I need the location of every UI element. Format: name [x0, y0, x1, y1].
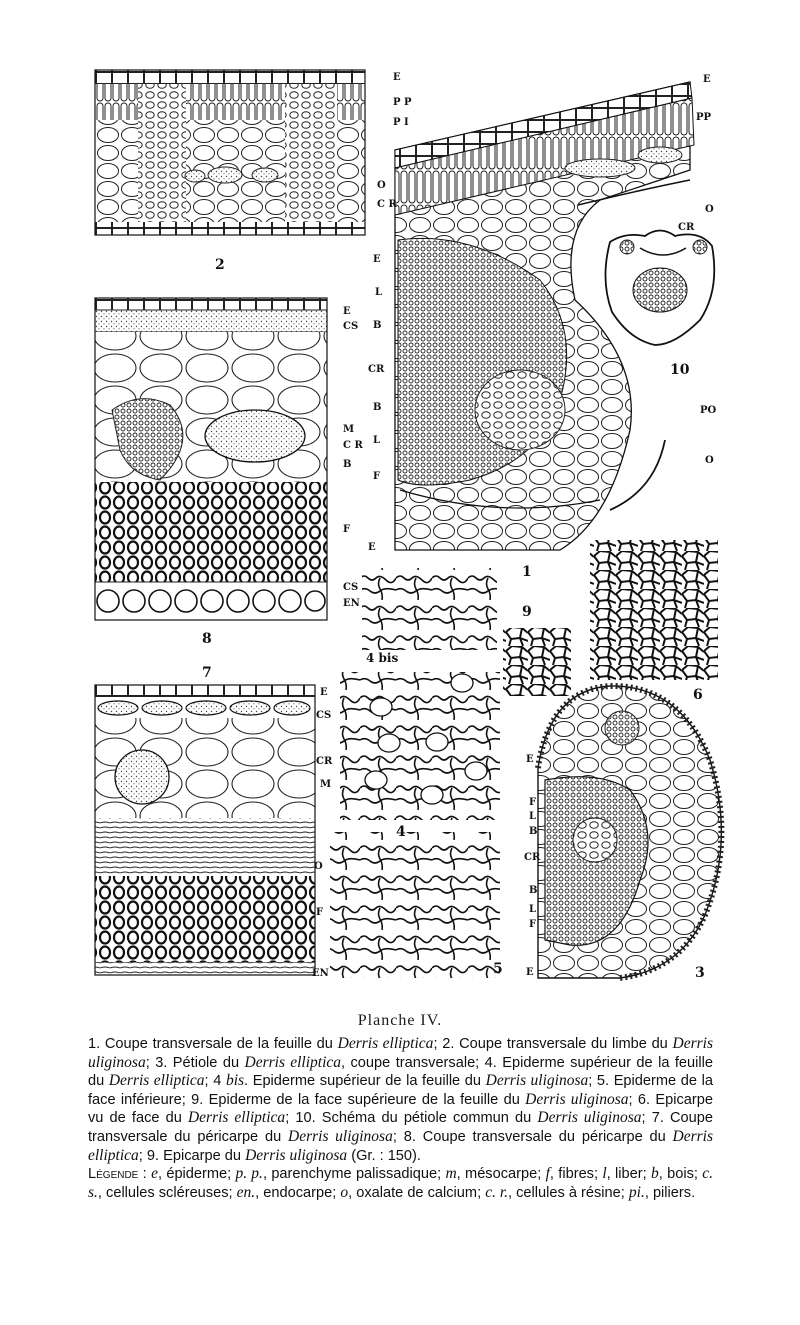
fig1-label-e: E — [373, 254, 381, 265]
figure-2-drawing — [95, 70, 365, 235]
fig3-label-e: E — [526, 754, 534, 765]
fig3-label-e2: E — [526, 967, 534, 978]
figure-9-drawing — [503, 628, 571, 696]
fig8-label-cs: CS — [343, 321, 359, 332]
fig8-label-en: EN — [343, 598, 360, 609]
caption-legend: Légende : e, épiderme; p. p., parenchyme palissadique; m, mésocarpe; f, fibres; l, liber; b, bois; c. s., cellules scléreuses; en., endocarpe; o, oxalate de calcium; c. r., cellules à résine; pi., piliers. — [88, 1165, 714, 1201]
plate-caption — [88, 1035, 713, 1202]
fig2-label-pp: P P — [393, 97, 412, 108]
fig8-number: 8 — [202, 631, 212, 647]
fig1-label-b: B — [373, 320, 382, 331]
fig7-label-o: O — [314, 861, 323, 872]
fig2-label-pi: P I — [393, 117, 409, 128]
figure-10-drawing — [605, 231, 714, 346]
fig4-number: 4 — [396, 824, 406, 840]
fig7-label-f: F — [316, 907, 324, 918]
fig10-label-o2: O — [705, 455, 714, 466]
fig8-label-cs2: CS — [343, 582, 359, 593]
fig1-label-l: L — [375, 287, 383, 298]
fig1-label-f: F — [373, 471, 381, 482]
fig2-number: 2 — [215, 257, 225, 273]
fig8-label-cr: C R — [343, 440, 363, 451]
fig3-label-b2: B — [529, 885, 538, 896]
fig7-number: 7 — [202, 665, 212, 681]
fig10-label-o: O — [705, 204, 714, 215]
legend-heading: Légende — [88, 1166, 139, 1183]
fig10-number: 10 — [670, 362, 690, 378]
fig3-label-f2: F — [529, 919, 537, 930]
fig3-label-l: L — [529, 811, 537, 822]
figure-5-drawing — [330, 832, 500, 978]
fig3-label-b: B — [529, 826, 538, 837]
fig1-label-l2: L — [373, 435, 381, 446]
figure-4-drawing — [340, 672, 500, 820]
fig3-number: 3 — [695, 965, 705, 981]
fig1-label-cr: CR — [368, 364, 385, 375]
fig8-label-m: M — [343, 424, 355, 435]
fig7-label-e: E — [320, 687, 328, 698]
fig9-number: 9 — [522, 604, 532, 620]
figure-4bis-drawing — [362, 568, 497, 650]
fig2-label-cr: C R — [377, 199, 397, 210]
fig7-label-cr: CR — [316, 756, 333, 767]
fig3-label-l2: L — [529, 904, 537, 915]
figure-8-drawing — [95, 298, 327, 620]
fig10-label-pp: PP — [696, 112, 712, 123]
fig3-label-cr: CR — [524, 852, 541, 863]
fig10-label-cr: CR — [678, 222, 695, 233]
plate-title: Planche IV. — [357, 1012, 443, 1029]
fig3-label-f: F — [529, 797, 537, 808]
fig7-label-m: M — [320, 779, 332, 790]
figure-7-drawing — [95, 685, 315, 975]
fig5-number: 5 — [493, 961, 503, 977]
fig7-label-en: EN — [312, 968, 329, 979]
fig1-label-b2: B — [373, 402, 382, 413]
fig2-label-e: E — [393, 72, 401, 83]
fig6-number: 6 — [693, 687, 703, 703]
fig8-label-e: E — [343, 306, 351, 317]
caption-descriptions: 1. Coupe transversale de la feuille du Derris elliptica; 2. Coupe transversale du limbe du Derris uliginosa; 3. Pétiole du Derris elliptica, coupe transversale; 4. Epiderme supérieur de la feuille du Derris elliptica; 4 bis. Epiderme supérieur de la feuille du Derris uliginosa; 5. Epiderme de la face inférieure; 9. Epiderme de la face supérieure de la feuille du Derris uliginosa; 6. Epicarpe vu de face du Derris elliptica; 10. Schéma du pétiole commun du Derris uliginosa; 7. Coupe transversale du péricarpe du Derris uliginosa; 8. Coupe transversale du péricarpe du Derris elliptica; 9. Epicarpe du Derris uliginosa (Gr. : 150). — [88, 1035, 714, 1164]
fig2-label-o: O — [377, 180, 386, 191]
fig8-label-f: F — [343, 524, 351, 535]
fig10-label-po: PO — [700, 405, 717, 416]
figure-6-drawing — [590, 540, 718, 680]
fig1-label-e2: E — [368, 542, 376, 553]
fig1-number: 1 — [522, 564, 532, 580]
figure-3-drawing — [538, 686, 721, 981]
fig10-label-e: E — [703, 74, 711, 85]
fig8-label-b: B — [343, 459, 352, 470]
fig7-label-cs: CS — [316, 710, 332, 721]
fig4bis-number: 4 bis — [366, 651, 399, 665]
